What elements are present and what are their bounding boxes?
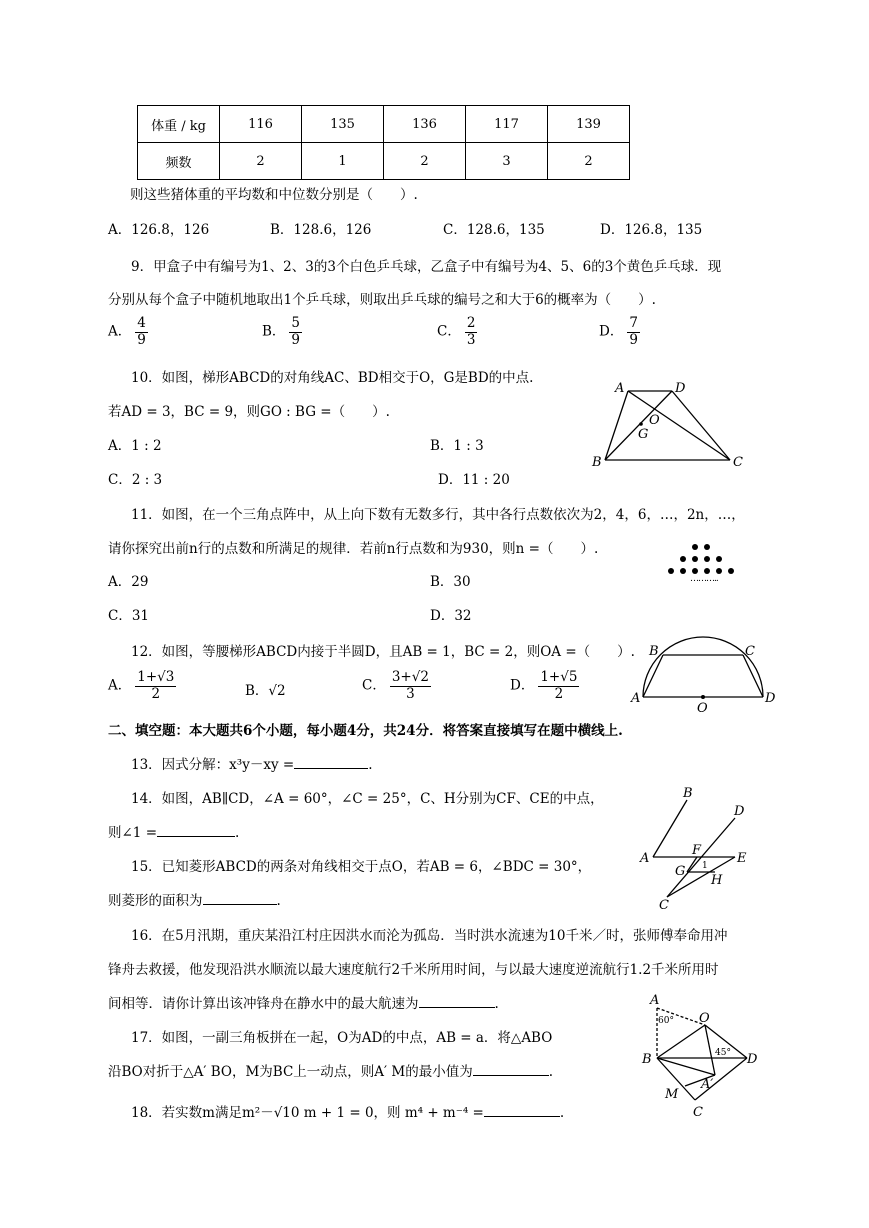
label-d: D bbox=[675, 381, 686, 396]
label-o: O bbox=[697, 701, 708, 716]
table-row bbox=[138, 143, 630, 180]
numerator: 1+√5 bbox=[540, 669, 578, 685]
label-c: C bbox=[733, 455, 743, 470]
label-a-prime: A′ bbox=[701, 1077, 714, 1092]
fraction bbox=[538, 670, 579, 702]
q12-option-c bbox=[362, 670, 431, 702]
label-c: C bbox=[659, 898, 669, 913]
option-label: C． bbox=[437, 323, 461, 340]
q9-line2: 分别从每个盒子中随机地取出1个乒乓球，则取出乒乓球的编号之和大于6的概率为（ ）. bbox=[108, 292, 656, 308]
q16-line1: 16．在5月汛期，重庆某沿江村庄因洪水而沦为孤岛．当时洪水流速为10千米／时，张师傅奉命用冲 bbox=[131, 928, 728, 944]
table-cell: 2 bbox=[220, 143, 302, 180]
label-a: A bbox=[615, 381, 625, 396]
table-cell: 139 bbox=[548, 106, 630, 143]
q14-text: 则∠1 = bbox=[108, 825, 158, 841]
label-a: A bbox=[640, 851, 650, 866]
q11-option-a: A．29 bbox=[108, 574, 149, 590]
q8-stem: 则这些猪体重的平均数和中位数分别是（ ）. bbox=[130, 187, 418, 203]
fraction bbox=[135, 670, 176, 702]
q11-option-c: C．31 bbox=[108, 608, 150, 624]
label-b: B bbox=[649, 644, 659, 659]
denominator: 3 bbox=[466, 331, 476, 348]
semicircle-trapezoid-figure bbox=[625, 640, 785, 715]
q16-end: . bbox=[494, 996, 499, 1012]
label-a: A bbox=[631, 691, 641, 706]
q9-option-b bbox=[262, 316, 302, 348]
label-angle-60: 60° bbox=[658, 1016, 674, 1026]
q9-option-a bbox=[108, 316, 148, 348]
label-d: D bbox=[747, 1052, 758, 1067]
q9-option-d bbox=[599, 316, 640, 348]
answer-blank[interactable] bbox=[484, 1104, 560, 1117]
fraction bbox=[390, 670, 431, 702]
denominator: 9 bbox=[137, 331, 146, 348]
numerator: 2 bbox=[466, 315, 476, 331]
label-e: E bbox=[737, 851, 747, 866]
q17-text: 沿BO对折于△A′ BO，M为BC上一动点，则A′ M的最小值为 bbox=[108, 1064, 473, 1080]
option-label: A． bbox=[108, 677, 132, 694]
dot-array-ellipsis: ……….. bbox=[690, 574, 718, 584]
label-m: M bbox=[665, 1087, 679, 1102]
q8-option-c: C．128.6，135 bbox=[443, 222, 545, 238]
label-c: C bbox=[693, 1105, 703, 1120]
parallel-lines-figure bbox=[635, 780, 765, 913]
section-two-heading: 二、填空题：本大题共6个小题，每小题4分，共24分．将答案直接填写在题中横线上. bbox=[108, 723, 623, 739]
q10-line2: 若AD = 3，BC = 9，则GO : BG =（ ）. bbox=[108, 404, 390, 420]
q12-line1: 12．如图，等腰梯形ABCD内接于半圆D，且AB = 1，BC = 2，则OA =（ ）. bbox=[131, 644, 635, 660]
q11-option-b: B．30 bbox=[430, 574, 471, 590]
q16-line2: 锋舟去救援，他发现沿洪水顺流以最大速度航行2千米所用时间，与以最大速度逆流航行1.2千米所用时 bbox=[108, 962, 719, 978]
label-b: B bbox=[642, 1052, 652, 1067]
label-angle-45: 45° bbox=[715, 1048, 731, 1058]
q11-line2: 请你探究出前n行的点数和所满足的规律．若前n行点数和为930，则n =（ ）. bbox=[108, 541, 599, 557]
label-f: F bbox=[692, 843, 702, 858]
answer-blank[interactable] bbox=[203, 892, 277, 905]
q14-end: . bbox=[235, 825, 240, 841]
q15-line2 bbox=[108, 889, 281, 909]
table-cell: 2 bbox=[548, 143, 630, 180]
q10-option-c: C．2 : 3 bbox=[108, 472, 163, 488]
q13-end: . bbox=[368, 757, 373, 773]
label-angle-1: 1 bbox=[702, 861, 708, 871]
numerator: 3+√2 bbox=[391, 669, 429, 685]
q11-option-d: D．32 bbox=[430, 608, 472, 624]
fraction bbox=[465, 316, 478, 348]
label-g: G bbox=[675, 864, 686, 879]
q12-option-d bbox=[510, 670, 579, 702]
q17-end: . bbox=[548, 1064, 554, 1080]
option-label: A． bbox=[108, 323, 132, 340]
triangle-set-figure bbox=[635, 990, 765, 1120]
denominator: 3 bbox=[406, 685, 415, 702]
q18 bbox=[131, 1101, 564, 1121]
answer-blank[interactable] bbox=[419, 995, 495, 1008]
option-label: D． bbox=[510, 677, 535, 694]
answer-blank[interactable] bbox=[294, 756, 368, 769]
q13-text: 13．因式分解：x³y－xy = bbox=[131, 757, 295, 773]
q16-text: 间相等．请你计算出该冲锋舟在静水中的最大航速为 bbox=[108, 996, 419, 1012]
denominator: 9 bbox=[629, 331, 638, 348]
trapezoid-figure bbox=[585, 378, 755, 473]
answer-blank[interactable] bbox=[473, 1063, 549, 1076]
table-cell: 体重 / kg bbox=[138, 106, 220, 143]
fraction bbox=[627, 316, 640, 348]
q17-line2 bbox=[108, 1060, 553, 1080]
q18-text: 18．若实数m满足m²－√10 m + 1 = 0，则 m⁴ + m⁻⁴ = bbox=[131, 1105, 484, 1121]
table-cell: 135 bbox=[302, 106, 384, 143]
q15-line1: 15．已知菱形ABCD的两条对角线相交于点O，若AB = 6，∠BDC = 30°， bbox=[131, 859, 592, 875]
q12-option-b: B．√2 bbox=[245, 683, 286, 699]
table-row bbox=[138, 106, 630, 143]
q8-option-d: D．126.8，135 bbox=[600, 222, 703, 238]
q15-text: 则菱形的面积为 bbox=[108, 893, 203, 909]
q18-end: . bbox=[559, 1105, 565, 1121]
numerator: 4 bbox=[137, 315, 146, 331]
answer-blank[interactable] bbox=[157, 824, 235, 837]
label-b: B bbox=[592, 455, 602, 470]
label-d: D bbox=[765, 691, 776, 706]
label-b: B bbox=[683, 786, 693, 801]
label-o: O bbox=[699, 1011, 710, 1026]
q10-option-a: A．1 : 2 bbox=[108, 438, 162, 454]
q9-line1: 9．甲盒子中有编号为1、2、3的3个白色乒乓球，乙盒子中有编号为4、5、6的3个黄色乒乓球．现 bbox=[131, 259, 722, 275]
q16-line3 bbox=[108, 992, 499, 1012]
label-o: O bbox=[649, 413, 660, 428]
q11-line1: 11．如图，在一个三角点阵中，从上向下数有无数多行，其中各行点数依次为2，4，6，…，2n，…， bbox=[131, 507, 745, 523]
label-g: G bbox=[638, 427, 649, 442]
weight-frequency-table bbox=[137, 105, 630, 180]
q14-line1: 14．如图，AB∥CD，∠A = 60°，∠C = 25°，C、H分别为CF、CE的中点， bbox=[131, 791, 604, 807]
option-label: B． bbox=[262, 323, 286, 340]
denominator: 2 bbox=[151, 685, 161, 702]
label-c: C bbox=[745, 644, 755, 659]
numerator: 1+√3 bbox=[137, 669, 175, 685]
fraction bbox=[135, 316, 148, 348]
q10-line1: 10．如图，梯形ABCD的对角线AC、BD相交于O，G是BD的中点. bbox=[131, 370, 534, 386]
q8-option-a: A．126.8，126 bbox=[108, 222, 210, 238]
table-cell: 3 bbox=[466, 143, 548, 180]
table-cell: 117 bbox=[466, 106, 548, 143]
fraction bbox=[289, 316, 302, 348]
label-a: A bbox=[650, 993, 660, 1008]
q15-end: . bbox=[276, 893, 281, 909]
q12-option-a bbox=[108, 670, 176, 702]
option-label: C． bbox=[362, 677, 386, 694]
q10-option-b: B．1 : 3 bbox=[430, 438, 484, 454]
table-cell: 116 bbox=[220, 106, 302, 143]
q10-option-d: D．11 : 20 bbox=[438, 472, 510, 488]
q14-line2 bbox=[108, 821, 239, 841]
q9-option-c bbox=[437, 316, 477, 348]
q17-line1: 17．如图，一副三角板拼在一起，O为AD的中点，AB = a．将△ABO bbox=[131, 1030, 553, 1046]
q13 bbox=[131, 753, 372, 773]
table-cell: 2 bbox=[384, 143, 466, 180]
denominator: 9 bbox=[291, 331, 301, 348]
numerator: 7 bbox=[629, 315, 638, 331]
option-label: D． bbox=[599, 323, 624, 340]
denominator: 2 bbox=[554, 685, 564, 702]
label-h: H bbox=[711, 873, 723, 888]
table-cell: 136 bbox=[384, 106, 466, 143]
q8-option-b: B．128.6，126 bbox=[270, 222, 372, 238]
table-cell: 频数 bbox=[138, 143, 220, 180]
table-cell: 1 bbox=[302, 143, 384, 180]
label-d: D bbox=[734, 804, 745, 819]
numerator: 5 bbox=[291, 315, 301, 331]
